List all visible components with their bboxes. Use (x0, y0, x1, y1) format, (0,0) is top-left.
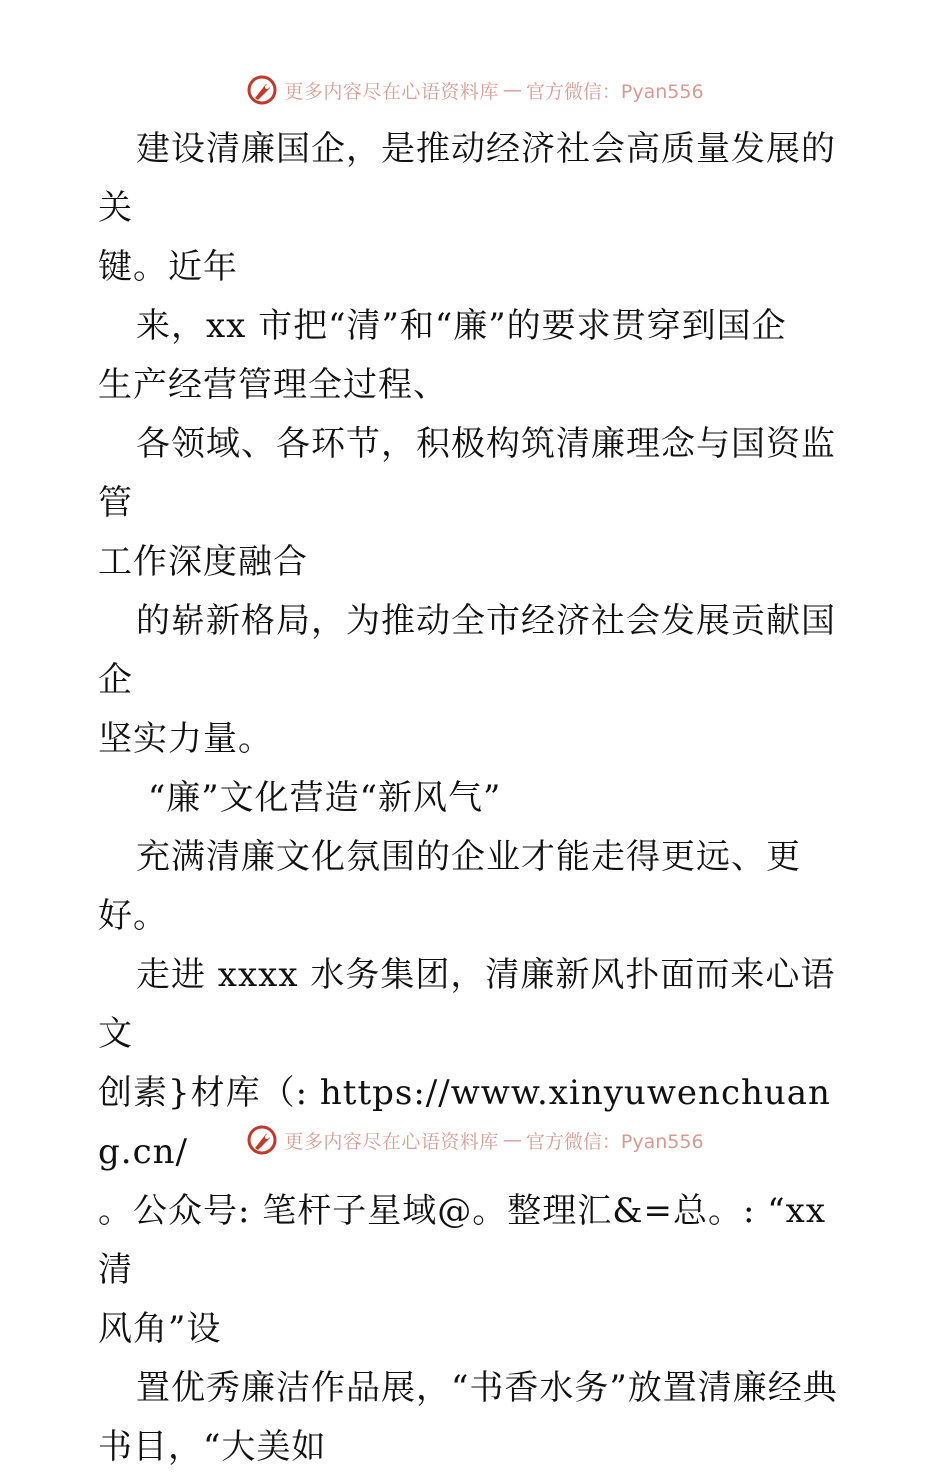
watermark-text: 更多内容尽在心语资料库 (284, 1130, 499, 1153)
watermark-wechat: 官方微信：Pyan556 (525, 1130, 704, 1153)
line: 的崭新格局，为推动全市经济社会发展贡献国企 (98, 601, 836, 700)
watermark-dash: — (502, 79, 522, 101)
line: 来，xx 市把“清”和“廉”的要求贯穿到国企 (136, 306, 787, 346)
line: 坚实力量。 (98, 719, 273, 759)
line: 各领域、各环节，积极构筑清廉理念与国资监管 (98, 424, 836, 523)
line: 置优秀廉洁作品展，“书香水务”放置清廉经典 (136, 1368, 838, 1408)
line: 键。近年 (98, 247, 238, 287)
line: 创素}材库（: https://www.xinyuwenchuang.cn/ (98, 1073, 831, 1172)
line: 走进 xxxx 水务集团，清廉新风扑面而来心语文 (98, 955, 836, 1054)
paragraph-2 (98, 297, 858, 415)
header-watermark-banner (0, 70, 950, 110)
paragraph-1 (98, 120, 858, 297)
line: 建设清廉国企，是推动经济社会高质量发展的关 (98, 129, 836, 228)
paragraph-3 (98, 415, 858, 592)
section-heading (98, 769, 858, 828)
line: 风角”设 (98, 1309, 222, 1349)
paragraph-5 (98, 828, 858, 946)
watermark-wechat: 官方微信：Pyan556 (525, 80, 704, 103)
paragraph-7 (98, 1359, 858, 1477)
pen-nib-logo-icon (246, 1124, 278, 1156)
line: 。公众号: 笔杆子星域@。整理汇&=总。: “xx 清 (98, 1191, 838, 1290)
pen-nib-logo-icon (246, 74, 278, 106)
watermark-dash: — (502, 1129, 522, 1151)
line: 生产经营管理全过程、 (98, 365, 448, 405)
watermark-text: 更多内容尽在心语资料库 (284, 80, 499, 103)
footer-watermark-banner (0, 1120, 950, 1160)
line: 工作深度融合 (98, 542, 308, 582)
line: 书目，“大美如 (98, 1427, 327, 1467)
document-body (98, 120, 858, 1477)
line: 充满清廉文化氛围的企业才能走得更远、更好。 (98, 837, 801, 936)
paragraph-4 (98, 592, 858, 769)
line: “廉”文化营造“新风气” (136, 778, 502, 818)
